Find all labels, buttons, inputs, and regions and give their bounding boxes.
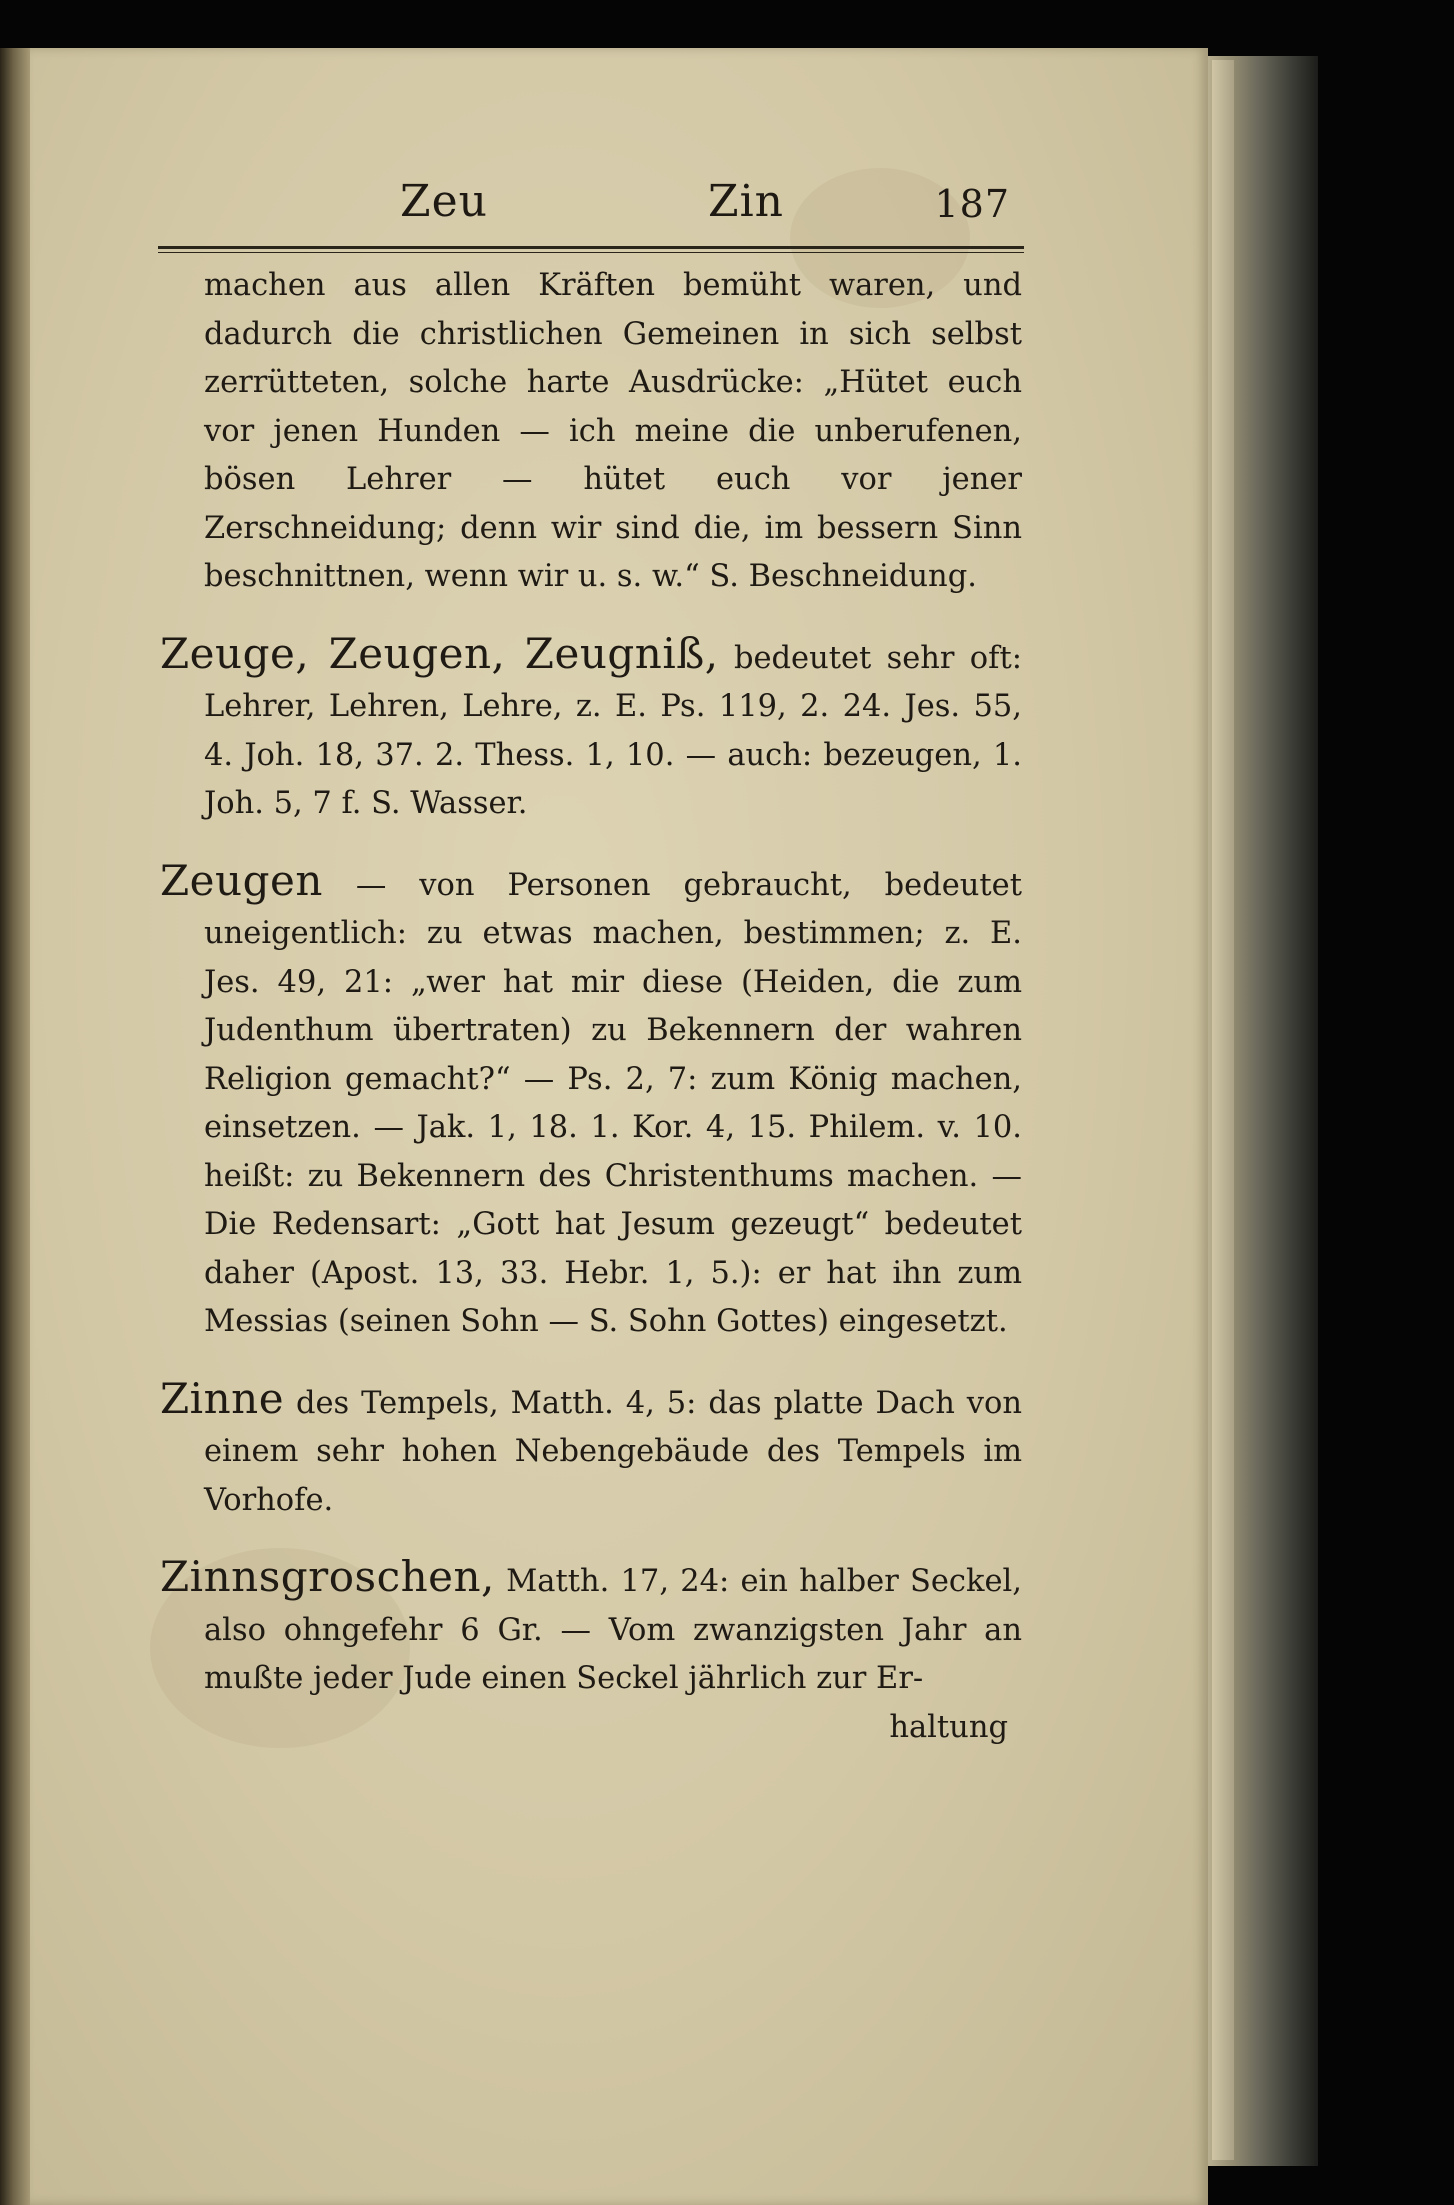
header-right-guideword: Zin [708,176,784,227]
entry-lemma: Zeugen [160,855,323,905]
entry-text: machen aus allen Kräften bemüht waren, und dadurch die christlichen Gemeinen in sich selbst zerrütteten, solche harte Ausdrücke: „Hütet euch vor jenen Hunden — ich meine die unberufenen, bösen Lehrer — hütet euch vor jener Zerschneidung; denn wir sind die, im bessern Sinn beschnittnen, wenn wir u. s. w.“ S. Beschneidung. [204,268,1022,594]
dictionary-entry [160,630,1022,829]
page-edge-highlight [1212,60,1234,2160]
entry-text: — von Personen gebraucht, bedeutet uneigentlich: zu etwas machen, bestimmen; z. E. Jes. 49, 21: „wer hat mir diese (Heiden, die zum Judenthum übertraten) zu Bekennern der wahren Religion gemacht?“ — Ps. 2, 7: zum König machen, einsetzen. — Jak. 1, 18. 1. Kor. 4, 15. Philem. v. 10. heißt: zu Bekennern des Christenthums machen. — Die Redensart: „Gott hat Jesum gezeugt“ bedeutet daher (Apost. 13, 33. Hebr. 1, 5.): er hat ihn zum Messias (seinen Sohn — S. Sohn Gottes) eingesetzt. [204,867,1022,1339]
running-header [160,176,1022,246]
entry-text: bedeutet sehr oft: Lehrer, Lehren, Lehre, z. E. Ps. 119, 2. 24. Jes. 55, 4. Joh. 18, 37. 2. Thess. 1, 10. — auch: bezeugen, 1. Joh. 5, 7 f. S. Wasser. [204,640,1022,821]
left-page-edge [0,48,30,2205]
entry-lemma: Zinnsgroschen, [160,1552,495,1601]
header-left-guideword: Zeu [400,176,488,227]
entry-text: Matth. 17, 24: ein halber Seckel, also ohngefehr 6 Gr. — Vom zwanzigsten Jahr an mußte jeder Jude einen Seckel jährlich zur Er- [204,1564,1022,1696]
page-body [160,262,1022,1783]
entry-lemma: Zinne [160,1373,285,1423]
header-rule-thin [158,252,1024,253]
entry-lemma: Zeuge, Zeugen, Zeugniß, [160,628,719,678]
header-rule [158,246,1024,249]
entry-continuation [160,262,1022,602]
page-number: 187 [934,182,1010,226]
dictionary-entry [160,1375,1022,1526]
catchword: haltung [889,1709,1008,1745]
dictionary-entry [160,1553,1022,1704]
entry-text: des Tempels, Matth. 4, 5: das platte Dach von einem sehr hohen Nebengebäude des Tempels im Vorhofe. [204,1385,1022,1518]
dictionary-entry [160,857,1022,1347]
